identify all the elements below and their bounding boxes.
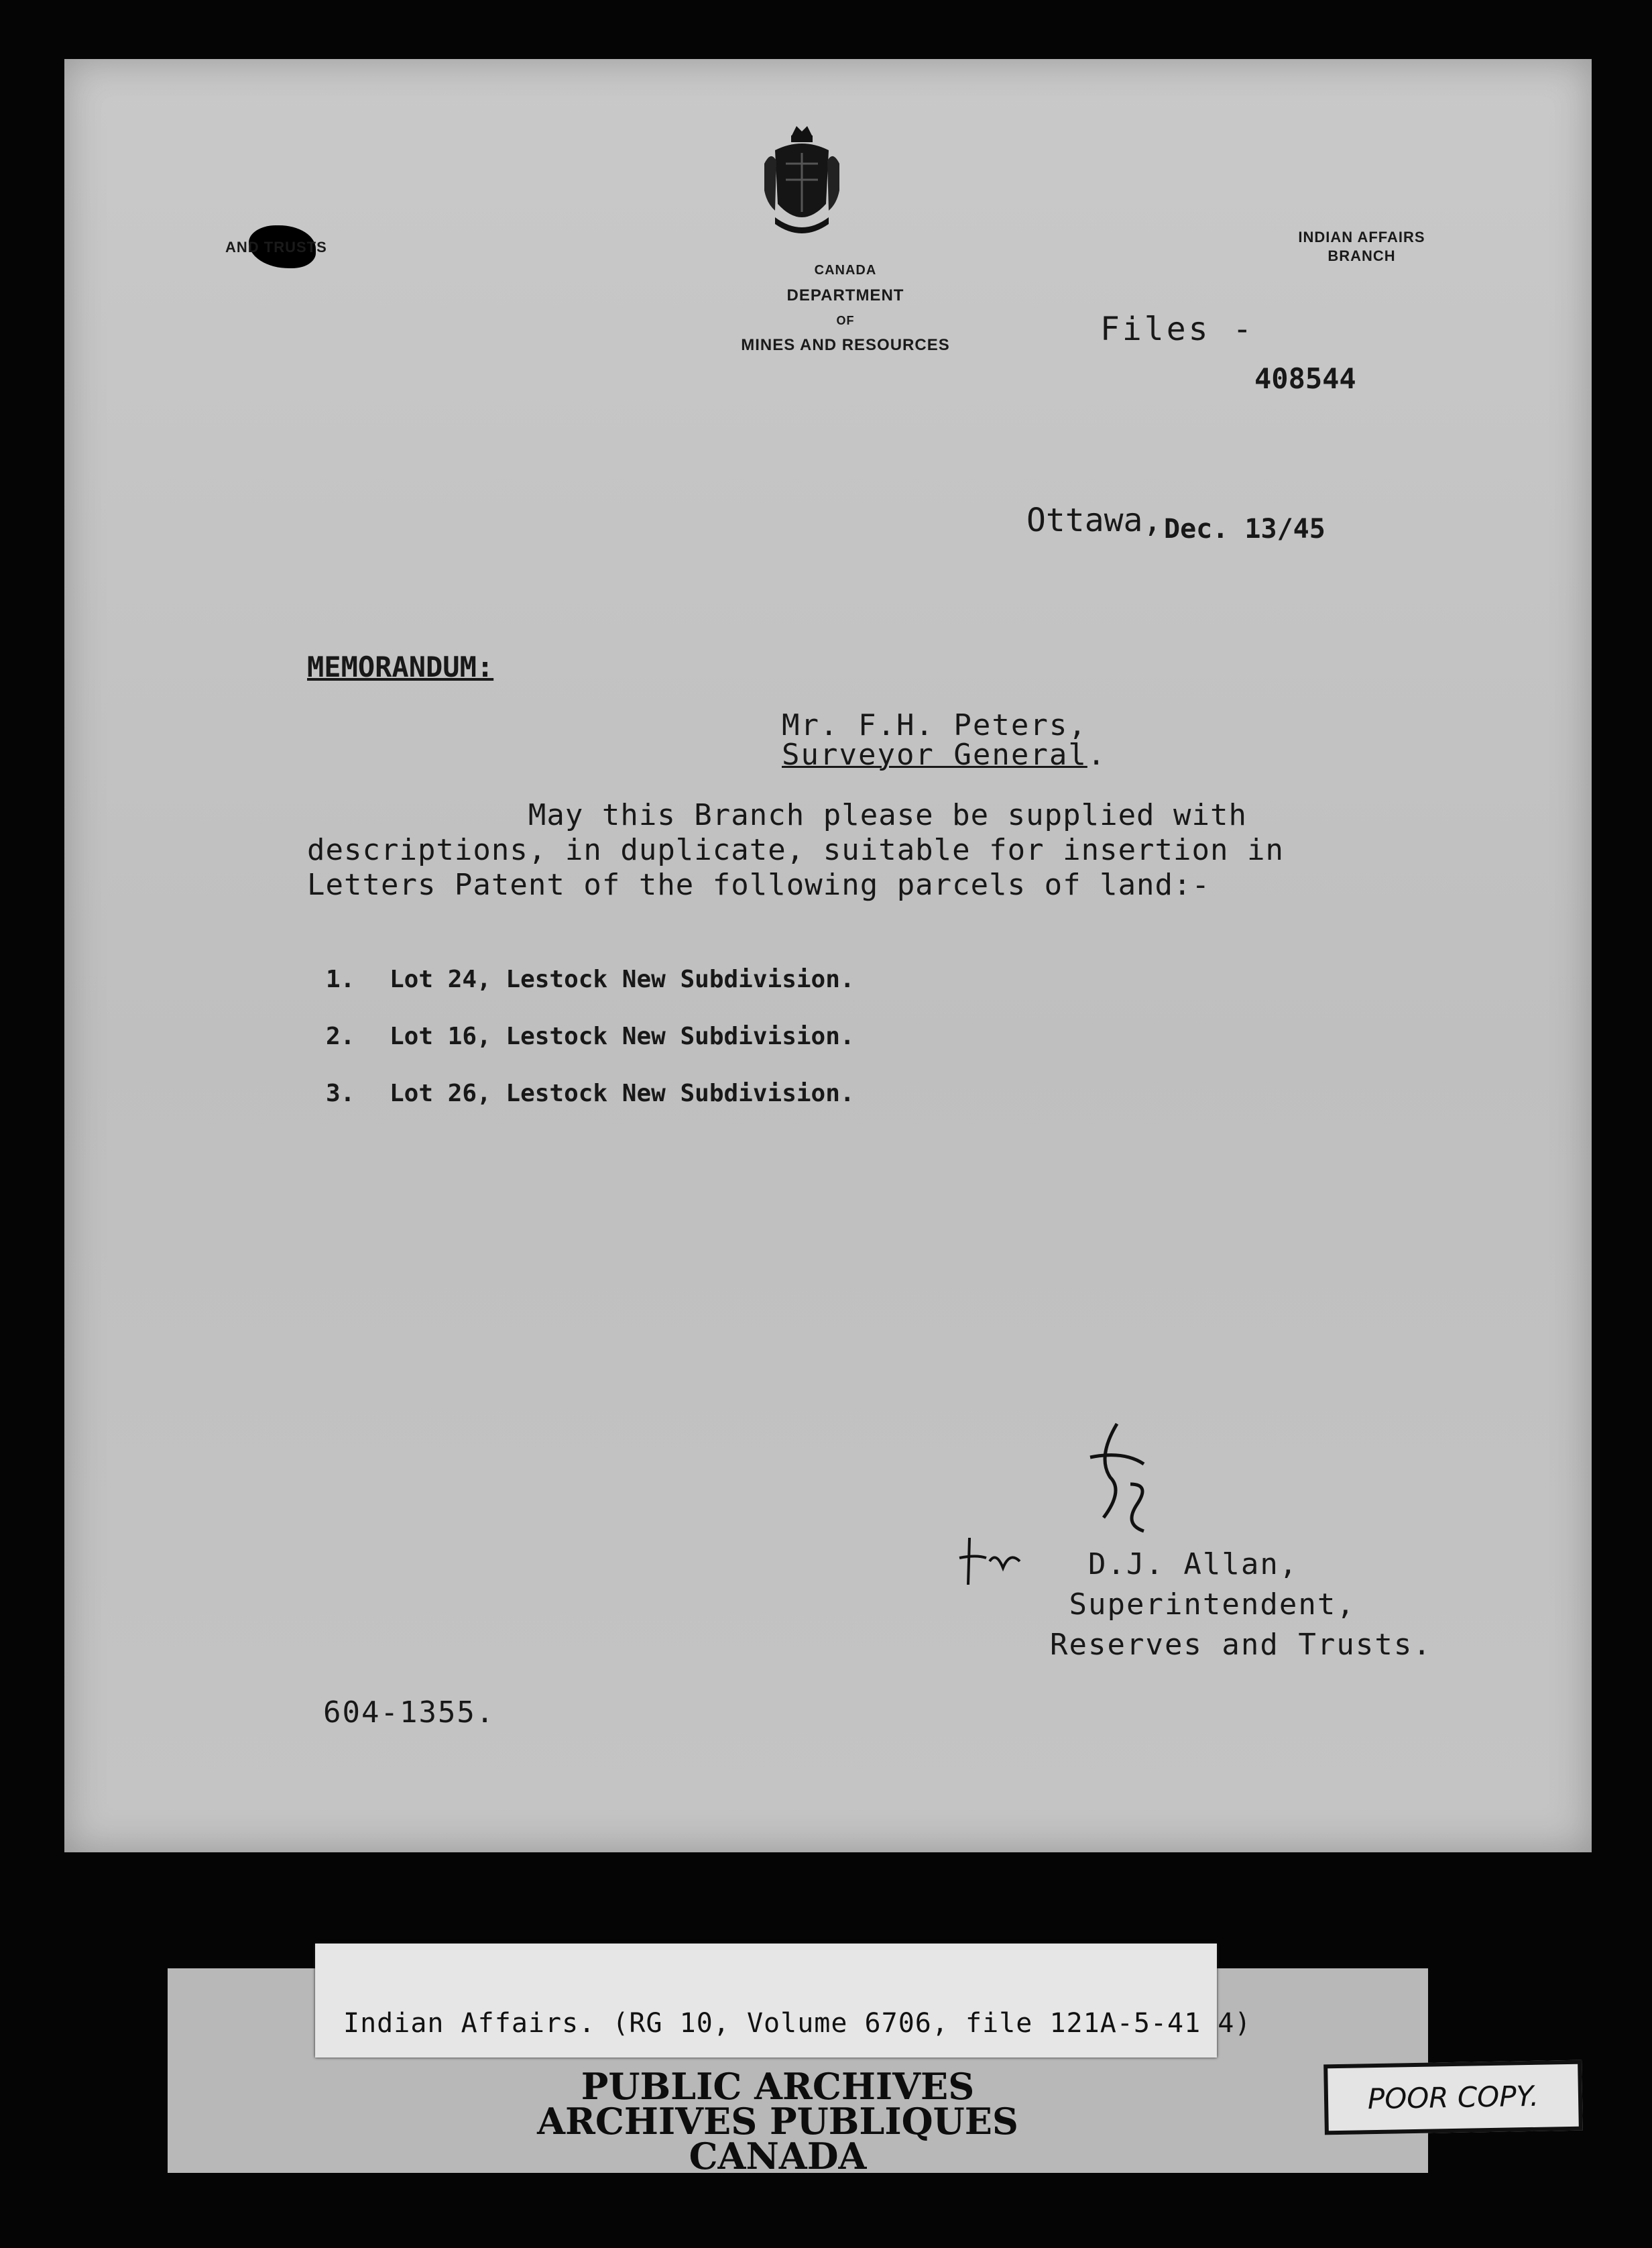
archives-stamp [469,2065,1086,2178]
signatory-division: Reserves and Trusts. [1050,1628,1432,1662]
parcel-number: 2. [326,1023,355,1050]
list-item [326,1080,855,1107]
body-line: Letters Patent of the following parcels of land:- [307,868,1211,902]
citation-text: Indian Affairs. (RG 10, Volume 6706, file 121A-5-41 4) [343,2008,1252,2039]
handwritten-for-mark [956,1531,1037,1591]
list-item [326,966,855,993]
file-number: 408544 [1254,362,1356,395]
branch-line1: INDIAN AFFAIRS [1298,229,1425,245]
ministry-label: MINES AND RESOURCES [741,336,950,354]
recipient-title [782,738,1106,772]
memo-body [307,798,1447,903]
date-place: Ottawa, [1026,502,1163,539]
archives-line3: CANADA [689,2135,867,2178]
memo-heading: MEMORANDUM: [307,651,494,683]
recipient-title-end: . [1087,738,1107,772]
department-label: DEPARTMENT [786,286,904,304]
branch-line2: BRANCH [1328,247,1396,264]
signature-block [1050,1544,1432,1665]
poor-copy-stamp: POOR COPY. [1323,2060,1583,2135]
citation-card [315,1944,1252,2058]
parcel-number: 3. [326,1080,355,1107]
list-item [326,1023,855,1050]
branch-letterhead [1244,228,1479,266]
files-label: Files - [1100,311,1255,348]
body-line: May this Branch please be supplied with [307,798,1248,832]
parcel-text: Lot 26, Lestock New Subdivision. [390,1080,855,1107]
parcel-text: Lot 24, Lestock New Subdivision. [390,966,855,993]
body-line: descriptions, in duplicate, suitable for insertion in [307,833,1284,867]
parcel-number: 1. [326,966,355,993]
reference-number: 604-1355. [323,1695,495,1730]
country-label: CANADA [814,263,877,278]
date-value: Dec. 13/45 [1164,514,1325,545]
recipient-title-text: Surveyor General [782,738,1087,772]
signatory-title: Superintendent, [1050,1587,1356,1622]
letterhead-left-label: AND TRUSTS [225,239,327,256]
of-label: OF [836,314,855,327]
handwritten-initials [1070,1417,1164,1538]
coat-of-arms-icon [762,123,842,244]
recipient-name: Mr. F.H. Peters, [782,708,1087,742]
memo-page [64,59,1592,1852]
archives-line1: PUBLIC ARCHIVES [581,2065,975,2108]
parcel-list [326,966,855,1137]
department-letterhead [668,260,1023,361]
parcel-text: Lot 16, Lestock New Subdivision. [390,1023,855,1050]
signatory-name: D.J. Allan, [1050,1547,1299,1581]
archives-line2: ARCHIVES PUBLIQUES [537,2100,1018,2143]
